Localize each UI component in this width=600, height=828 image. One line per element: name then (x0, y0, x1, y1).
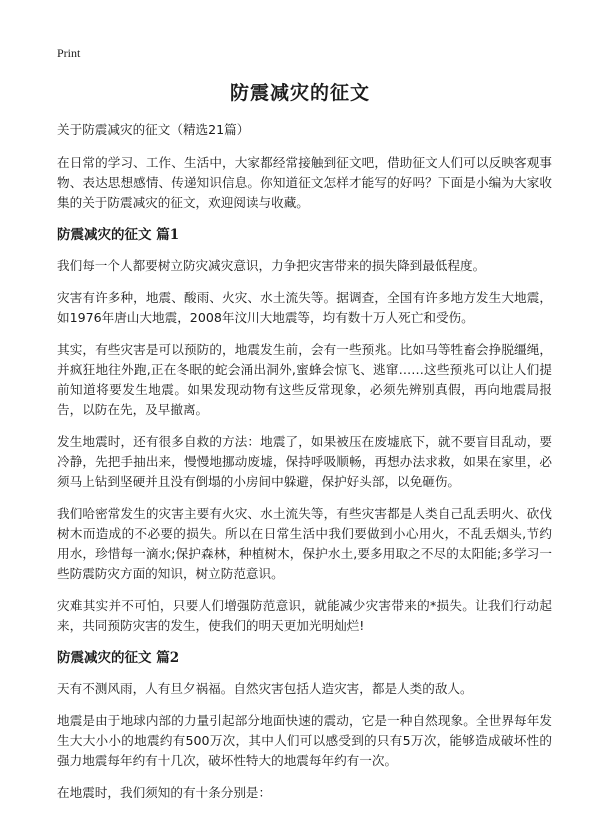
paragraph: 地震是由于地球内部的力量引起部分地面快速的震动，它是一种自然现象。全世界每年发生大大小小的地震约有500万次，其中人们可以感受到的只有5万次，能够造成破坏性的强力地震每年约有十几次，破坏性特大的地震每年约有一次。 (57, 713, 552, 768)
section-heading-2: 防震减灾的征文 篇2 (57, 650, 180, 666)
paragraph: 我们哈密常发生的灾害主要有火灾、水土流失等，有些灾害都是人类自己乱丢明火、砍伐树木而造成的不必要的损失。所以在日常生活中我们要做到小心用火，不乱丢烟头,节约用水，珍惜每一滴水;保护森林，种植树木，保护水土,要多用取之不尽的太阳能;多学习一些防震防灾方面的知识，树立防范意识。 (57, 506, 552, 581)
paragraph: 我们每一个人都要树立防灾减灾意识，力争把灾害带来的损失降到最低程度。 (57, 258, 486, 273)
paragraph: 在地震时，我们须知的有十条分别是： (57, 785, 272, 800)
paragraph: 灾害有许多种，地震、酸雨、火灾、水土流失等。据调查，全国有许多地方发生大地震，如1976年唐山大地震，2008年汶川大地震等，均有数十万人死亡和受伤。 (57, 290, 552, 325)
article-subtitle: 关于防震减灾的征文（精选21篇） (57, 122, 250, 137)
paragraph: 天有不测风雨，人有旦夕祸福。自然灾害包括人造灾害，都是人类的敌人。 (57, 681, 473, 696)
print-link[interactable]: Print (57, 46, 81, 60)
section-heading-1: 防震减灾的征文 篇1 (57, 227, 180, 243)
paragraph: 灾难其实并不可怕，只要人们增强防范意识，就能减少灾害带来的*损失。让我们行动起来，共同预防灾害的发生，使我们的明天更加光明灿烂! (57, 598, 552, 633)
paragraph: 发生地震时，还有很多自救的方法：地震了，如果被压在废墟底下，就不要盲目乱动，要冷静，先把手抽出来，慢慢地挪动废墟，保持呼吸顺畅，再想办法求救，如果在家里，必须马上钻到坚硬并且没有倒塌的小房间中躲避，保护好头部，以免砸伤。 (57, 434, 552, 489)
page-title: 防震减灾的征文 (229, 82, 370, 104)
intro-paragraph: 在日常的学习、工作、生活中，大家都经常接触到征文吧，借助征文人们可以反映客观事物、表达思想感情、传递知识信息。你知道征文怎样才能写的好吗？下面是小编为大家收集的关于防震减灾的征文，欢迎阅读与收藏。 (57, 155, 552, 210)
article-body (57, 120, 552, 815)
paragraph: 其实，有些灾害是可以预防的，地震发生前，会有一些预兆。比如马等牲畜会挣脱缰绳，并疯狂地往外跑,正在冬眠的蛇会涌出洞外,蜜蜂会惊飞、逃窜……这些预兆可以让人们提前知道将要发生地震。如果发现动物有这些反常现象，必须先辨别真假，再向地震局报告，以防在先，及早撤离。 (57, 342, 552, 417)
